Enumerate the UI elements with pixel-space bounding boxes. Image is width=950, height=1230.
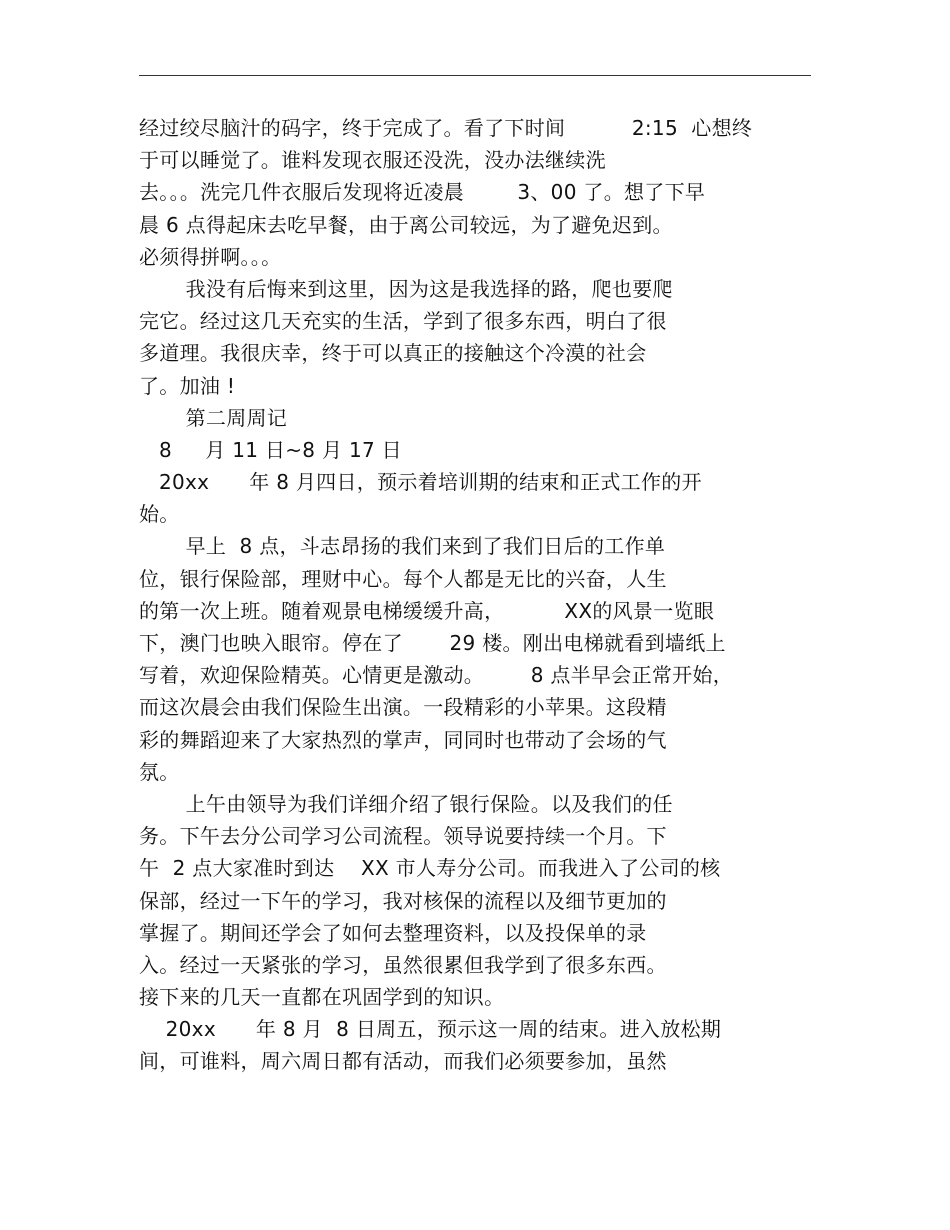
text-line: 了。加油 ! (139, 373, 236, 398)
text-line: 的第一次上班。随着观景电梯缓缓升高， XX的风景一览眼 (139, 598, 715, 623)
text-line: 始。 (139, 502, 180, 527)
text-line: 20xx 年 8 月四日，预示着培训期的结束和正式工作的开 (139, 470, 702, 495)
text-line: 我没有后悔来到这里，因为这是我选择的路，爬也要爬 (139, 276, 673, 301)
text-line: 氛。 (139, 759, 180, 784)
text-line: 必须得拼啊。。。 (139, 244, 282, 269)
text-line: 于可以睡觉了。谁料发现衣服还没洗，没办法继续洗 (139, 148, 606, 173)
text-line: 多道理。我很庆幸，终于可以真正的接触这个冷漠的社会 (139, 341, 647, 366)
text-line: 上午由领导为我们详细介绍了银行保险。以及我们的任 (139, 791, 673, 816)
date-range: 8 月 11 日~8 月 17 日 (139, 437, 402, 462)
text-line: 务。下午去分公司学习公司流程。领导说要持续一个月。下 (139, 824, 667, 849)
text-line: 掌握了。期间还学会了如何去整理资料，以及投保单的录 (139, 920, 647, 945)
document-body (139, 112, 819, 1078)
text-line: 位，银行保险部，理财中心。每个人都是无比的兴奋，人生 (139, 566, 667, 591)
text-line: 20xx 年 8 月 8 日周五，预示这一周的结束。进入放松期 (139, 1017, 722, 1042)
text-line: 早上 8 点，斗志昂扬的我们来到了我们日后的工作单 (139, 534, 666, 559)
text-line: 完它。经过这几天充实的生活，学到了很多东西，明白了很 (139, 309, 667, 334)
text-line: 保部，经过一下午的学习，我对核保的流程以及细节更加的 (139, 888, 667, 913)
text-line: 彩的舞蹈迎来了大家热烈的掌声，同同时也带动了会场的气 (139, 727, 667, 752)
text-line: 间，可谁料，周六周日都有活动，而我们必须要参加，虽然 (139, 1049, 667, 1074)
text-line: 午 2 点大家准时到达 XX 市人寿分公司。而我进入了公司的核 (139, 856, 721, 881)
text-line: 写着，欢迎保险精英。心情更是激动。 8 点半早会正常开始， (139, 663, 734, 688)
text-line: 去。。。洗完几件衣服后发现将近凌晨 3、00 了。想了下早 (139, 180, 706, 205)
text-line: 晨 6 点得起床去吃早餐，由于离公司较远，为了避免迟到。 (139, 212, 673, 237)
text-line: 入。经过一天紧张的学习，虽然很累但我学到了很多东西。 (139, 952, 667, 977)
header-rule (139, 75, 811, 76)
text-line: 下，澳门也映入眼帘。停在了 29 楼。刚出电梯就看到墙纸上 (139, 631, 726, 655)
text-line: 而这次晨会由我们保险生出演。一段精彩的小苹果。这段精 (139, 695, 667, 720)
text-line: 接下来的几天一直都在巩固学到的知识。 (139, 985, 505, 1010)
text-line: 经过绞尽脑汁的码字，终于完成了。看了下时间 2:15 心想终 (139, 116, 753, 140)
section-heading: 第二周周记 (139, 405, 288, 430)
